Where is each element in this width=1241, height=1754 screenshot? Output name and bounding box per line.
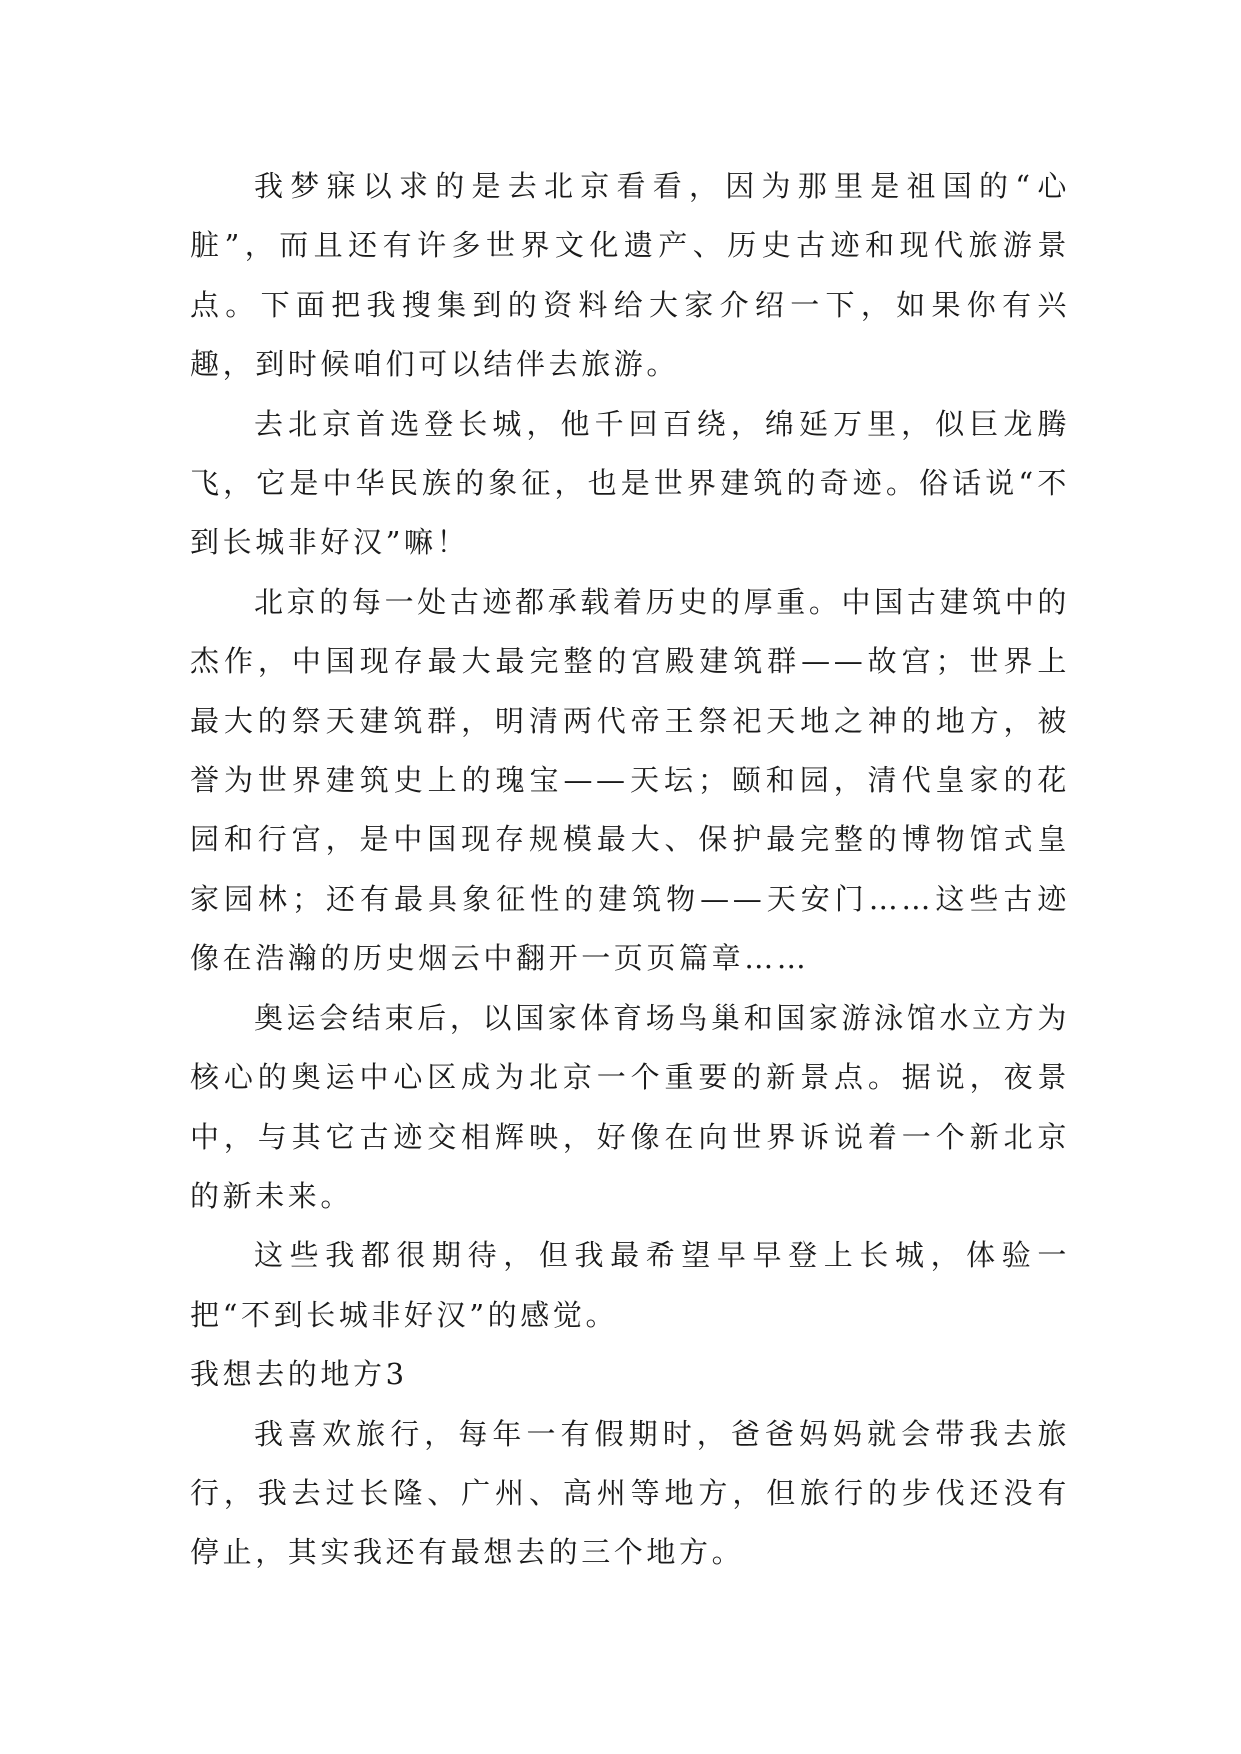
paragraph-travel-intro: 我喜欢旅行，每年一有假期时，爸爸妈妈就会带我去旅行，我去过长隆、广州、高州等地方，但旅行的步伐还没有停止，其实我还有最想去的三个地方。	[190, 1416, 1070, 1570]
document-body	[190, 157, 1070, 1583]
paragraph-great-wall: 去北京首选登长城，他千回百绕，绵延万里，似巨龙腾飞，它是中华民族的象征，也是世界建筑的奇迹。俗话说“不到长城非好汉”嘛！	[190, 406, 1070, 560]
paragraph-beijing-dream: 我梦寐以求的是去北京看看，因为那里是祖国的“心脏”，而且还有许多世界文化遗产、历史古迹和现代旅游景点。下面把我搜集到的资料给大家介绍一下，如果你有兴趣，到时候咱们可以结伴去旅游。	[190, 169, 1070, 382]
section-title: 我想去的地方3	[190, 1357, 408, 1392]
paragraph-conclusion: 这些我都很期待，但我最希望早早登上长城，体验一把“不到长城非好汉”的感觉。	[190, 1238, 1070, 1332]
paragraph-historic-sites: 北京的每一处古迹都承载着历史的厚重。中国古建筑中的杰作，中国现存最大最完整的宫殿建筑群——故宫；世界上最大的祭天建筑群，明清两代帝王祭祀天地之神的地方，被誉为世界建筑史上的瑰宝——天坛；颐和园，清代皇家的花园和行宫，是中国现存规模最大、保护最完整的博物馆式皇家园林；还有最具象征性的建筑物——天安门……这些古迹像在浩瀚的历史烟云中翻开一页页篇章……	[190, 584, 1070, 976]
paragraph-olympic-center: 奥运会结束后，以国家体育场鸟巢和国家游泳馆水立方为核心的奥运中心区成为北京一个重要的新景点。据说，夜景中，与其它古迹交相辉映，好像在向世界诉说着一个新北京的新未来。	[190, 1000, 1070, 1213]
